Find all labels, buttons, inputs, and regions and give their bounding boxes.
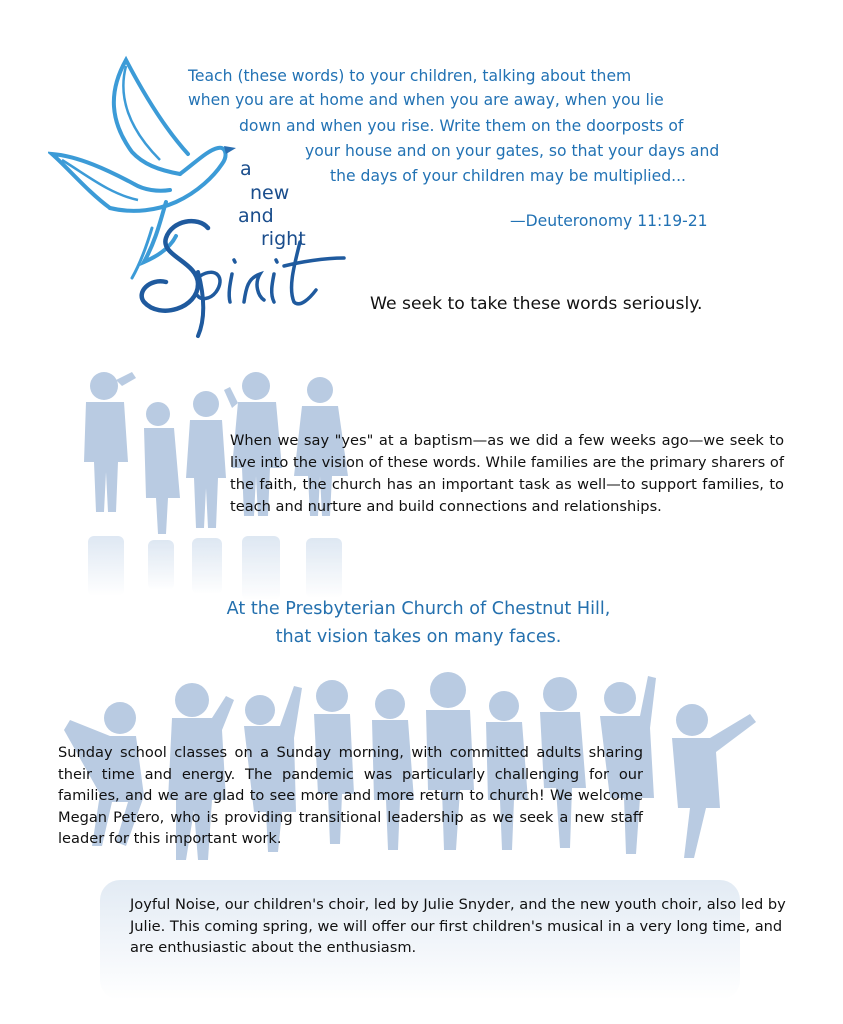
baptism-paragraph: When we say "yes" at a baptism—as we did a few weeks ago—we seek to live into the vision of these words. While families are the primary sharers of the faith, the church has an important task as well—to support families, to teach and nurture and build connections and relationships. — [230, 432, 784, 515]
logo-word-and: and — [238, 205, 274, 227]
quote-line-2: when you are at home and when you are away, when you lie — [188, 91, 664, 109]
quote-attribution: —Deuteronomy 11:19-21 — [510, 212, 708, 230]
quote-line-4: your house and on your gates, so that your days and — [305, 142, 720, 160]
section-heading-line-1: At the Presbyterian Church of Chestnut Hill, — [226, 599, 611, 619]
logo-word-spirit — [160, 300, 161, 301]
logo-word-a: a — [240, 158, 252, 180]
quote-line-5: the days of your children may be multiplied... — [330, 167, 686, 185]
logo-word-new: new — [250, 182, 290, 204]
sunday-school-paragraph: Sunday school classes on a Sunday morning, with committed adults sharing their time and energy. The pandemic was particularly challenging for our families, and we are glad to see more and more return to church! We welcome Megan Petero, who is providing transitional leadership as we seek a new staff leader for this important work. — [58, 744, 643, 847]
tagline: We seek to take these words seriously. — [370, 294, 703, 314]
section-heading-line-2: that vision takes on many faces. — [275, 627, 562, 647]
logo-word-right: right — [261, 228, 306, 250]
quote-line-1: Teach (these words) to your children, talking about them — [188, 67, 632, 85]
quote-line-3: down and when you rise. Write them on the doorposts of — [239, 117, 684, 135]
choir-paragraph: Joyful Noise, our children's choir, led by Julie Snyder, and the new youth choir, also led by Julie. This coming spring, we will offer our first children's musical in a very long time, and are enthusiastic about the enthusiasm. — [130, 896, 786, 956]
